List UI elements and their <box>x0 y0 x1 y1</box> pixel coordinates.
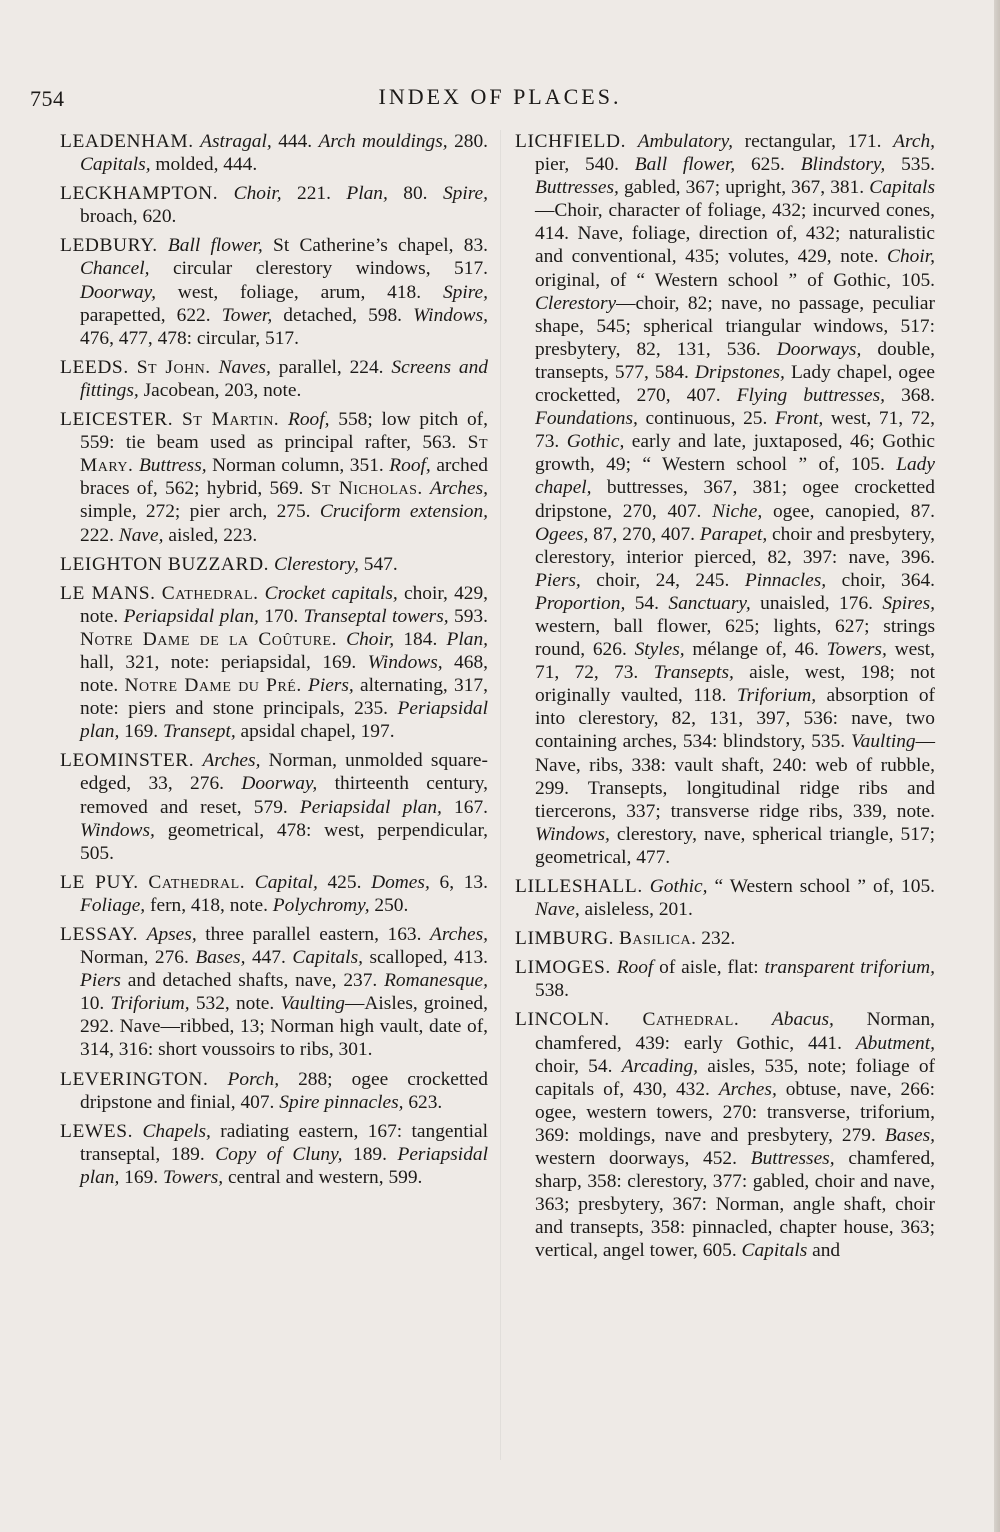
entry-headword: LEWES. <box>60 1120 134 1142</box>
index-entry <box>60 182 488 228</box>
entry-body: Cathedral. Crocket capitals, choir, 429, note. Periapsidal plan, 170. Transeptal towers, 593. Notre Dame de la Coûture. Choir, 184. Plan, hall, 321, note: periapsidal, 169. Windows, 468, note. Notre Dame du Pré. Piers, alternating, 317, note: piers and stone principals, 235. Periapsidal plan, 169. Transept, apsidal chapel, 197. <box>80 582 488 743</box>
index-entry <box>515 1008 935 1262</box>
entry-headword: LESSAY. <box>60 924 139 945</box>
index-entry <box>60 1120 488 1189</box>
entry-headword: LE PUY. <box>60 871 139 893</box>
entry-body: St John. Naves, parallel, 224. Screens and fittings, Jacobean, 203, note. <box>80 356 488 401</box>
entry-body: Basilica. 232. <box>618 928 736 950</box>
left-column <box>60 130 488 1195</box>
index-entry <box>60 582 488 744</box>
index-entry <box>60 356 488 402</box>
entry-headword: LILLESHALL. <box>515 876 643 897</box>
entry-headword: LE MANS. <box>60 582 156 604</box>
entry-body: Astragal, 444. Arch mouldings, 280. Capitals, molded, 444. <box>80 131 488 176</box>
index-entry <box>60 1068 488 1114</box>
entry-headword: LEVERINGTON. <box>60 1068 209 1090</box>
index-entry <box>60 408 488 547</box>
entry-body: Cathedral. Capital, 425. Domes, 6, 13. Foliage, fern, 418, note. Polychromy, 250. <box>80 871 488 916</box>
index-entry <box>515 875 935 921</box>
entry-headword: LICHFIELD. <box>515 131 627 152</box>
entry-headword: LEADENHAM. <box>60 131 194 152</box>
entry-body: Roof of aisle, flat: transparent triforium, 538. <box>535 957 935 1002</box>
entry-body: St Martin. Roof, 558; low pitch of, 559: tie beam used as principal rafter, 563. St Mary. Buttress, Norman column, 351. Roof, arched braces of, 562; hybrid, 569. St Nicholas. Arches, simple, 272; pier arch, 275. Cruciform extension, 222. Nave, aisled, 223. <box>80 409 488 546</box>
entry-body: Apses, three parallel eastern, 163. Arches, Norman, 276. Bases, 447. Capitals, scalloped, 413. Piers and detached shafts, nave, 237. Romanesque, 10. Triforium, 532, note. Vaulting—Aisles, groined, 292. Nave—ribbed, 13; Norman high vault, date of, 314, 316: short voussoirs to ribs, 301. <box>80 924 488 1061</box>
entry-headword: LINCOLN. <box>515 1009 610 1031</box>
index-entry <box>515 927 935 950</box>
page-number: 754 <box>30 86 65 111</box>
page-edge-shadow <box>994 0 1000 1532</box>
entry-body: Chapels, radiating eastern, 167: tangential transeptal, 189. Copy of Cluny, 189. Periapsidal plan, 169. Towers, central and western, 599. <box>80 1120 488 1188</box>
entry-headword: LIMBURG. <box>515 928 615 950</box>
entry-headword: LECKHAMPTON. <box>60 183 219 205</box>
entry-headword: LEOMINSTER. <box>60 750 195 772</box>
entry-body: Choir, 221. Plan, 80. Spire, broach, 620. <box>80 183 488 228</box>
entry-headword: LEDBURY. <box>60 235 158 257</box>
entry-headword: LEIGHTON BUZZARD. <box>60 553 270 575</box>
entry-body: Ball flower, St Catherine’s chapel, 83. Chancel, circular clerestory windows, 517. Doorway, west, foliage, arum, 418. Spire, parapetted, 622. Tower, detached, 598. Windows, 476, 477, 478: circular, 517. <box>80 235 488 349</box>
index-entry <box>60 130 488 176</box>
entry-headword: LEICESTER. <box>60 409 174 431</box>
entry-body: Cathedral. Abacus, Norman, chamfered, 439: early Gothic, 441. Abutment, choir, 54. Arcading, aisles, 535, note; foliage of capitals of, 430, 432. Arches, obtuse, nave, 266: ogee, western towers, 270: transverse, triforium, 369: moldings, nave and presbytery, 279. Bases, western doorways, 452. Buttresses, chamfered, sharp, 358: clerestory, 377: gabled, choir and nave, 363; presbytery, 367: Norman, angle shaft, choir and transepts, 358: pinnacled, chapter house, 363; vertical, angel tower, 605. Capitals and <box>535 1009 935 1262</box>
entry-body: Ambulatory, rectangular, 171. Arch, pier, 540. Ball flower, 625. Blindstory, 535. Buttresses, gabled, 367; upright, 367, 381. Capitals—Choir, character of foliage, 432; incurved cones, 414. Nave, foliage, direction of, 432; naturalistic and conventional, 435; volutes, 429, note. Choir, original, of “ Western school ” of Gothic, 105. Clerestory—choir, 82; nave, no passage, peculiar shape, 545; spherical triangular windows, 517: presbytery, 82, 131, 536. Doorways, double, transepts, 577, 584. Dripstones, Lady chapel, ogee crocketted, 270, 407. Flying buttresses, 368. Foundations, continuous, 25. Front, west, 71, 72, 73. Gothic, early and late, juxtaposed, 46; Gothic growth, 49; “ Western school ” of, 105. Lady chapel, buttresses, 367, 381; ogee crocketted dripstone, 270, 407. Niche, ogee, canopied, 87. Ogees, 87, 270, 407. Parapet, choir and presbytery, clerestory, interior pierced, 82, 397: nave, 396. Piers, choir, 24, 245. Pinnacles, choir, 364. Proportion, 54. Sanctuary, unaisled, 176. Spires, western, ball flower, 625; lights, 627; strings round, 626. Styles, mélange of, 46. Towers, west, 71, 72, 73. Transepts, aisle, west, 198; not originally vaulted, 118. Triforium, absorption of into clerestory, 82, 131, 397, 536: nave, two containing arches, 534: blindstory, 535. Vaulting—Nave, ribs, 338: vault shaft, 240: web of rubble, 299. Transepts, longitudinal ridge ribs and tiercerons, 337; transverse ridge ribs, 339, note. Windows, clerestory, nave, spherical triangle, 517; geometrical, 477. <box>535 131 936 868</box>
index-entry <box>515 956 935 1002</box>
entry-headword: LIMOGES. <box>515 957 611 979</box>
index-entry <box>60 749 488 864</box>
right-column <box>515 130 935 1269</box>
index-entry <box>60 923 488 1062</box>
running-title: INDEX OF PLACES. <box>378 84 622 109</box>
entry-body: Gothic, “ Western school ” of, 105. Nave, aisleless, 201. <box>535 876 935 921</box>
column-gutter <box>500 130 501 1460</box>
entry-body: Clerestory, 547. <box>273 553 398 575</box>
index-entry <box>60 553 488 576</box>
index-entry <box>60 871 488 917</box>
index-entry <box>515 130 935 869</box>
entry-headword: LEEDS. <box>60 356 129 378</box>
entry-body: Arches, Norman, unmolded square-edged, 33, 276. Doorway, thirteenth century, removed and reset, 579. Periapsidal plan, 167. Windows, geometrical, 478: west, perpendicular, 505. <box>80 750 488 864</box>
entry-body: Porch, 288; ogee crocketted dripstone and finial, 407. Spire pinnacles, 623. <box>80 1068 488 1113</box>
index-entry <box>60 234 488 349</box>
